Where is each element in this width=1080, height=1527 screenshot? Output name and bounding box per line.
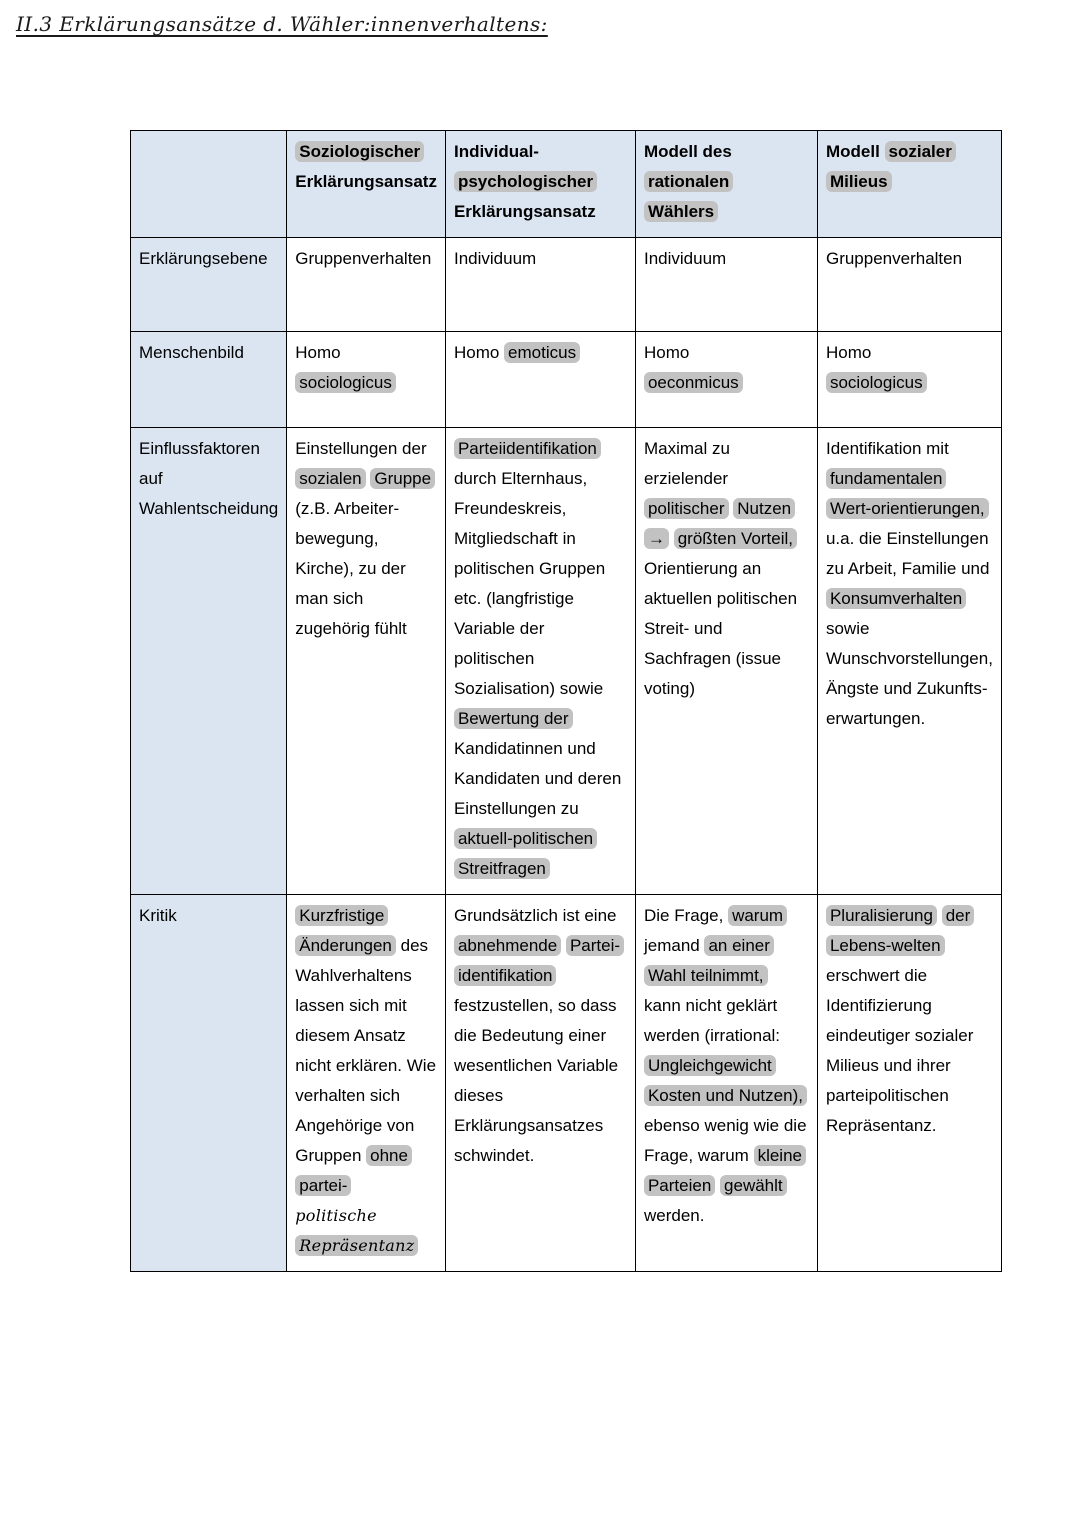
highlighted-text: Konsumverhalten xyxy=(826,588,966,609)
table-cell xyxy=(635,238,817,332)
highlighted-text: Bewertung der xyxy=(454,708,573,729)
text-segment: Homo xyxy=(643,343,690,362)
text-segment: Kandidatinnen und Kandidaten und deren Einstellungen zu xyxy=(453,739,622,818)
column-header xyxy=(817,131,1001,238)
highlighted-text: kleine Parteien xyxy=(644,1145,806,1196)
text-segment: Individuum xyxy=(453,249,537,268)
table-head xyxy=(131,131,1002,238)
highlighted-text: Gruppe xyxy=(370,468,435,489)
highlighted-text: sociologicus xyxy=(295,372,396,393)
highlighted-text: fundamentalen xyxy=(826,468,946,489)
highlighted-text: Pluralisierung xyxy=(826,905,937,926)
text-segment: Einstellungen der xyxy=(295,439,427,458)
table-cell xyxy=(445,895,635,1272)
text-segment: Modell des xyxy=(643,142,732,161)
highlighted-text: sozialer xyxy=(885,141,956,162)
highlighted-text: an einer xyxy=(704,935,773,956)
table-cell xyxy=(445,428,635,895)
highlighted-text: abnehmende xyxy=(454,935,561,956)
text-segment: Homo xyxy=(825,343,872,362)
highlighted-text: Milieus xyxy=(826,171,892,192)
handwritten-text: politische xyxy=(295,1206,377,1225)
highlighted-text: Kosten und Nutzen), xyxy=(644,1085,807,1106)
highlighted-text: politischer xyxy=(644,498,729,519)
table-cell xyxy=(445,332,635,428)
highlighted-text: der Lebens-welten xyxy=(826,905,974,956)
handwritten-text: Repräsentanz xyxy=(295,1235,418,1256)
table-row xyxy=(131,895,1002,1272)
table-cell xyxy=(635,332,817,428)
row-header: Kritik xyxy=(131,895,287,1272)
highlighted-text: Wählers xyxy=(644,201,718,222)
table-row xyxy=(131,428,1002,895)
table-row xyxy=(131,238,1002,332)
row-header: Einflussfaktoren auf Wahlentscheidung xyxy=(131,428,287,895)
highlighted-text: Soziologischer xyxy=(295,141,424,162)
highlighted-text: Partei-identifikation xyxy=(454,935,624,986)
highlighted-text: größten Vorteil, xyxy=(674,528,797,549)
text-segment: Gruppenverhalten xyxy=(295,249,432,268)
column-header xyxy=(445,131,635,238)
text-segment: Individuum xyxy=(643,249,727,268)
text-segment: Orientierung an aktuellen politischen Streit- und Sachfragen (issue voting) xyxy=(643,559,798,698)
highlighted-text: sozialen xyxy=(295,468,365,489)
text-segment: des Wahlverhaltens lassen sich mit diesem Ansatz nicht erklären. Wie verhalten sich Angehörige von Gruppen xyxy=(295,936,437,1165)
text-segment: (z.B. Arbeiter-bewegung, Kirche), zu der man sich zugehörig fühlt xyxy=(295,499,407,638)
highlighted-text: gewählt xyxy=(720,1175,787,1196)
text-segment: Individual- xyxy=(453,142,539,161)
highlighted-text: Änderungen xyxy=(295,935,396,956)
row-header: Menschenbild xyxy=(131,332,287,428)
text-segment: kann nicht geklärt werden (irrational: xyxy=(643,996,781,1045)
text-segment: festzustellen, so dass die Bedeutung einer wesentlichen Variable dieses Erklärungsansatzes schwindet. xyxy=(453,996,619,1165)
highlighted-text: Ungleichgewicht xyxy=(644,1055,776,1076)
highlighted-text: Streitfragen xyxy=(454,858,550,879)
row-header: Erklärungsebene xyxy=(131,238,287,332)
header-row xyxy=(131,131,1002,238)
highlighted-text: Wert-orientierungen, xyxy=(826,498,989,519)
highlighted-text: Kurzfristige xyxy=(295,905,388,926)
table-row xyxy=(131,332,1002,428)
corner-cell xyxy=(131,131,287,238)
highlighted-text: aktuell-politischen xyxy=(454,828,597,849)
text-segment: werden. xyxy=(643,1206,705,1225)
highlighted-text: psychologischer xyxy=(454,171,597,192)
text-segment: Homo xyxy=(453,343,505,362)
highlighted-text: Nutzen → xyxy=(644,498,795,549)
text-segment: Erklärungsansatz xyxy=(453,202,596,221)
table-cell xyxy=(287,895,446,1272)
handwritten-title: II.3 Erklärungsansätze d. Wähler:innenverhaltens: xyxy=(16,12,548,36)
text-segment xyxy=(669,529,674,548)
highlighted-text: Wahl teilnimmt, xyxy=(644,965,768,986)
table-cell xyxy=(817,895,1001,1272)
text-segment: Homo xyxy=(295,343,341,362)
highlighted-text: oeconmicus xyxy=(644,372,743,393)
text-segment: Die Frage, xyxy=(643,906,729,925)
text-segment: Maximal zu erzielender xyxy=(643,439,730,488)
text-segment: u.a. die Einstellungen zu Arbeit, Familie und xyxy=(825,529,990,578)
highlighted-text: emoticus xyxy=(504,342,580,363)
table-cell xyxy=(635,428,817,895)
table-body xyxy=(131,238,1002,1272)
text-segment: jemand xyxy=(643,936,705,955)
text-segment: durch Elternhaus, Freundeskreis, Mitgliedschaft in politischen Gruppen etc. (langfristige Variable der politischen Sozialisation) sowie xyxy=(453,469,606,698)
highlighted-text: sociologicus xyxy=(826,372,927,393)
column-header xyxy=(287,131,446,238)
table-cell xyxy=(287,332,446,428)
table-cell xyxy=(817,428,1001,895)
text-segment: Identifikation mit xyxy=(825,439,949,458)
table-cell xyxy=(287,238,446,332)
text-segment: Gruppenverhalten xyxy=(825,249,963,268)
table-cell xyxy=(817,238,1001,332)
comparison-table xyxy=(130,130,1002,1272)
highlighted-text: rationalen xyxy=(644,171,733,192)
text-segment: Grundsätzlich ist eine xyxy=(453,906,617,925)
table-cell xyxy=(635,895,817,1272)
highlighted-text: warum xyxy=(728,905,787,926)
table-cell xyxy=(287,428,446,895)
text-segment: erschwert die Identifizierung eindeutiger sozialer Milieus und ihrer parteipolitischen Repräsentanz. xyxy=(825,966,974,1135)
table-cell xyxy=(445,238,635,332)
text-segment: Modell xyxy=(825,142,885,161)
text-segment: sowie Wunschvorstellungen, Ängste und Zukunfts-erwartungen. xyxy=(825,619,993,728)
table-cell xyxy=(817,332,1001,428)
text-segment: ebenso wenig wie die Frage, warum xyxy=(643,1116,807,1165)
text-segment xyxy=(937,906,942,925)
column-header xyxy=(635,131,817,238)
text-segment: Erklärungsansatz xyxy=(295,172,437,191)
highlighted-text: Parteiidentifikation xyxy=(454,438,601,459)
highlighted-text: ohne partei- xyxy=(295,1145,412,1196)
